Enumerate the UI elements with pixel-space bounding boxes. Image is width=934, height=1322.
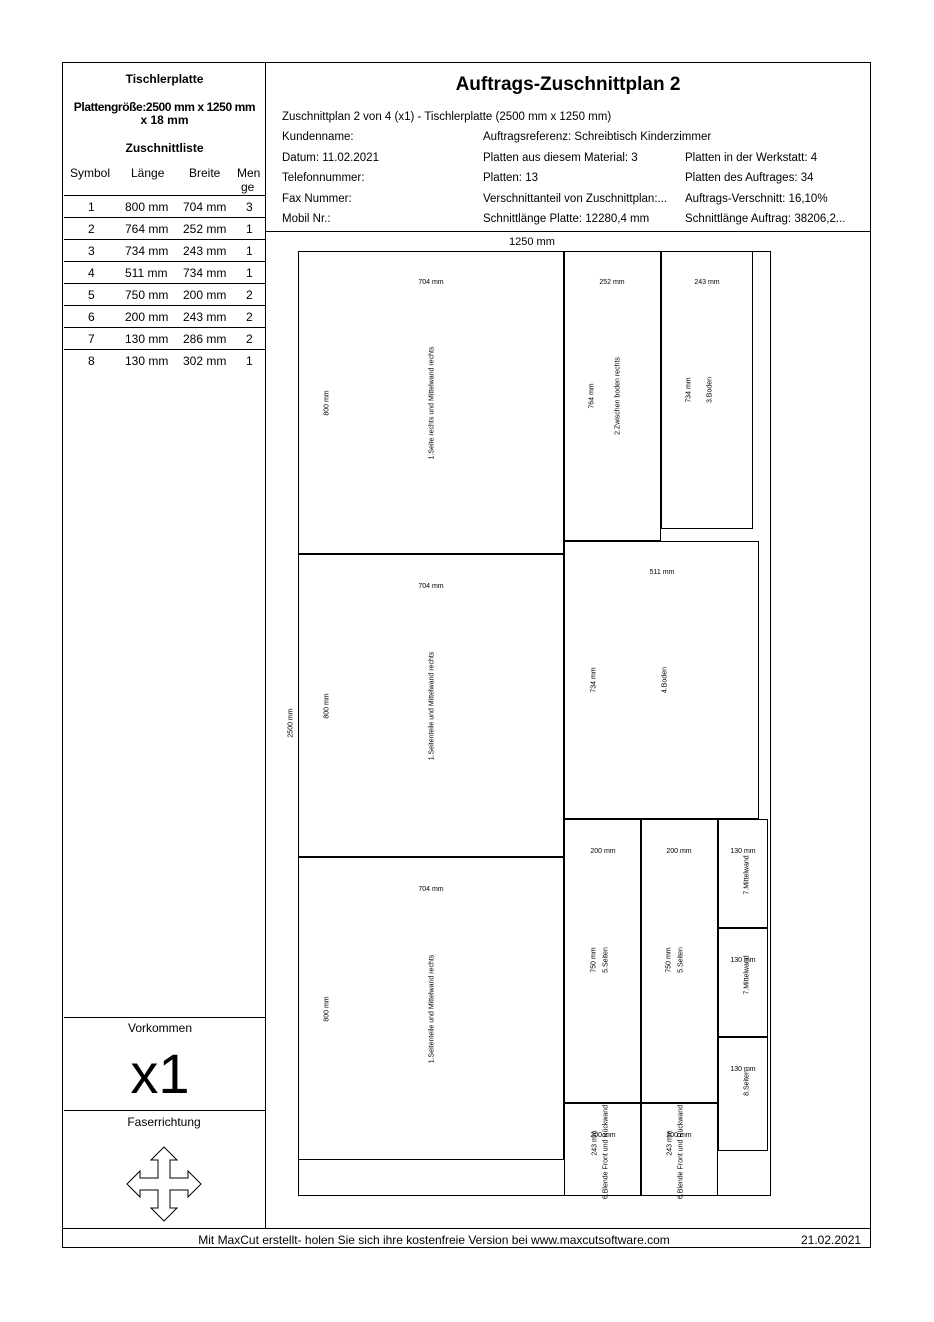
header-col1-line: Fax Nummer: <box>282 192 352 205</box>
cut-list-row <box>64 196 265 218</box>
piece-height-label: 750 mm <box>590 947 598 973</box>
piece-width-label: 704 mm <box>418 886 444 893</box>
cell-width: 243 mm <box>183 310 227 324</box>
header-col3-line: Platten des Auftrages: 34 <box>685 172 814 184</box>
cell-qty: 2 <box>246 332 253 346</box>
header-width: Breite <box>189 166 221 180</box>
cell-qty: 1 <box>246 354 253 368</box>
header-qty-2: ge <box>241 180 255 194</box>
cell-symbol: 4 <box>88 266 95 280</box>
piece-width-label: 243 mm <box>694 279 720 286</box>
footer-date: 21.02.2021 <box>801 1233 862 1247</box>
cell-width: 734 mm <box>183 266 227 280</box>
footer-credit: Mit MaxCut erstellt- holen Sie sich ihre kostenfreie Version bei www.maxcutsoftware.com <box>198 1233 670 1247</box>
piece-height-label: 764 mm <box>588 383 596 409</box>
cell-width: 704 mm <box>183 200 227 214</box>
piece-name-label: 5.Seiten <box>677 947 685 973</box>
cell-length: 764 mm <box>125 222 169 236</box>
board-size-line2: x 18 mm <box>140 113 189 127</box>
grain-divider <box>64 1110 265 1111</box>
piece-height-label: 750 mm <box>665 947 673 973</box>
header-col3-line: Schnittlänge Auftrag: 38206,2... <box>685 213 846 225</box>
cell-length: 130 mm <box>125 354 169 368</box>
piece-name-label: 6.Blende Front und Rückwand <box>602 1104 610 1200</box>
cell-qty: 2 <box>246 310 253 324</box>
cell-qty: 1 <box>246 222 253 236</box>
board-size-line1: Plattengröße:2500 mm x 1250 mm <box>73 100 256 114</box>
footer-divider <box>62 1228 871 1229</box>
header-length: Länge <box>131 166 165 180</box>
cell-symbol: 5 <box>88 288 95 302</box>
row-divider <box>64 349 265 350</box>
occurrence-label: Vorkommen <box>127 1021 193 1035</box>
cut-list-row <box>64 240 265 262</box>
cell-width: 302 mm <box>183 354 227 368</box>
cell-symbol: 7 <box>88 332 95 346</box>
board-width-label: 1250 mm <box>509 236 555 248</box>
piece-name-label: 1.Seitenteile und Mittelwand rechts <box>428 954 436 1064</box>
piece-height-label: 800 mm <box>323 693 331 719</box>
cell-qty: 2 <box>246 288 253 302</box>
piece-width-label: 130 mm <box>730 848 756 855</box>
cut-list-row <box>64 350 265 372</box>
cell-qty: 3 <box>246 200 253 214</box>
cell-symbol: 6 <box>88 310 95 324</box>
piece-width-label: 130 mm <box>730 957 756 964</box>
board-height-label: 2500 mm <box>287 708 295 738</box>
header-qty-1: Men <box>237 166 261 180</box>
header-col2-line: Verschnittanteil von Zuschnittplan:... <box>483 192 668 205</box>
piece-name-label: 3.Boden <box>706 376 714 404</box>
piece-width-label: 704 mm <box>418 279 444 286</box>
header-col2-line: Platten: 13 <box>483 172 538 184</box>
cell-width: 243 mm <box>183 244 227 258</box>
cell-width: 200 mm <box>183 288 227 302</box>
piece-height-label: 243 mm <box>666 1130 674 1156</box>
piece-name-label: 4.Boden <box>661 666 669 694</box>
header-col1-line: Kundenname: <box>282 131 354 143</box>
header-col3-line: Platten in der Werkstatt: 4 <box>685 151 818 164</box>
board-piece <box>564 251 661 541</box>
sidebar-divider <box>265 62 266 1228</box>
cell-width: 252 mm <box>183 222 227 236</box>
piece-height-label: 800 mm <box>323 996 331 1022</box>
piece-width-label: 200 mm <box>666 1132 692 1139</box>
cut-list-row <box>64 306 265 328</box>
header-col1-line: Telefonnummer: <box>282 172 365 184</box>
occurrence-value: x1 <box>130 1042 190 1105</box>
cell-length: 800 mm <box>125 200 169 214</box>
header-col2-line: Platten aus diesem Material: 3 <box>483 151 638 164</box>
piece-name-label: 8.Seiten <box>743 1070 751 1096</box>
piece-width-label: 200 mm <box>590 848 616 855</box>
cell-symbol: 3 <box>88 244 95 258</box>
cell-length: 511 mm <box>125 266 168 280</box>
piece-name-label: 1.Seitenteile und Mittelwand rechts <box>428 651 436 761</box>
header-col3-line: Auftrags-Verschnitt: 16,10% <box>685 192 828 205</box>
piece-name-label: 6.Blende Front und Rückwand <box>677 1104 685 1200</box>
cell-length: 734 mm <box>125 244 169 258</box>
grain-direction-label: Faserrichtung <box>127 1115 201 1129</box>
cut-list-row <box>64 284 265 306</box>
header-divider <box>265 231 871 232</box>
piece-name-label: 5.Seiten <box>602 947 610 973</box>
piece-name-label: 2.Zwischen boden rechts <box>614 357 622 435</box>
header-col1-line: Mobil Nr.: <box>282 213 331 225</box>
piece-name-label: 1.Seite rechts und Mittelwand rechts <box>428 346 436 460</box>
piece-height-label: 800 mm <box>323 390 331 416</box>
piece-width-label: 511 mm <box>649 569 675 576</box>
piece-width-label: 704 mm <box>418 583 444 590</box>
cell-symbol: 2 <box>88 222 95 236</box>
page-title: Auftrags-Zuschnittplan 2 <box>455 74 681 95</box>
cut-list-title: Zuschnittliste <box>125 141 204 155</box>
cell-width: 286 mm <box>183 332 227 346</box>
cell-qty: 1 <box>246 266 253 280</box>
cut-list-row <box>64 218 265 240</box>
piece-name-label: 7.Mittelwand <box>743 955 751 995</box>
piece-height-label: 243 mm <box>591 1130 599 1156</box>
piece-height-label: 734 mm <box>590 667 598 693</box>
piece-width-label: 130 mm <box>730 1066 756 1073</box>
piece-name-label: 7.Mittelwand <box>743 855 751 895</box>
cell-length: 200 mm <box>125 310 169 324</box>
piece-width-label: 200 mm <box>590 1132 616 1139</box>
header-col1-line: Datum: 11.02.2021 <box>282 151 379 164</box>
plan-subtitle: Zuschnittplan 2 von 4 (x1) - Tischlerplatte (2500 mm x 1250 mm) <box>282 111 612 123</box>
cut-list-row <box>64 328 265 350</box>
header-col2-line: Auftragsreferenz: Schreibtisch Kinderzimmer <box>483 131 712 143</box>
occurrence-divider <box>64 1017 265 1018</box>
cut-list-row <box>64 262 265 284</box>
cell-length: 750 mm <box>125 288 169 302</box>
piece-height-label: 734 mm <box>685 377 693 403</box>
grain-direction-icon <box>126 1146 202 1222</box>
cell-qty: 1 <box>246 244 253 258</box>
header-symbol: Symbol <box>70 166 111 180</box>
cell-symbol: 1 <box>88 200 95 214</box>
material-name: Tischlerplatte <box>125 72 204 86</box>
piece-width-label: 200 mm <box>666 848 692 855</box>
cell-symbol: 8 <box>88 354 95 368</box>
piece-width-label: 252 mm <box>599 279 625 286</box>
cell-length: 130 mm <box>125 332 169 346</box>
header-col2-line: Schnittlänge Platte: 12280,4 mm <box>483 213 650 225</box>
